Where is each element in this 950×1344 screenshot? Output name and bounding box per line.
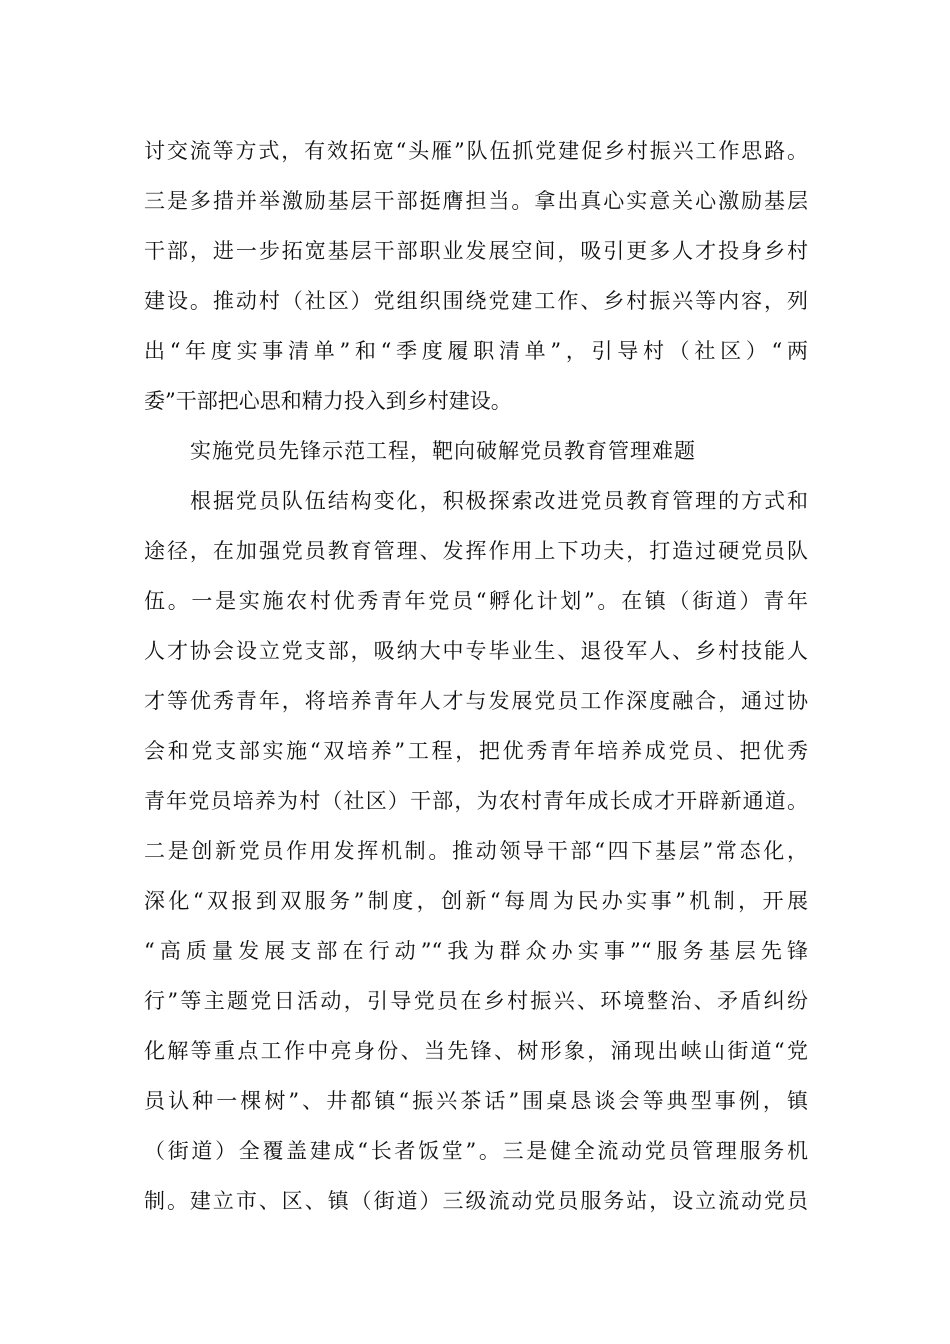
paragraph-line: “高质量发展支部在行动”“我为群众办实事”“服务基层先锋 bbox=[144, 939, 808, 963]
paragraph-line: （街道）全覆盖建成“长者饭堂”。三是健全流动党员管理服务机 bbox=[144, 1139, 808, 1163]
paragraph-line: 伍。一是实施农村优秀青年党员“孵化计划”。在镇（街道）青年 bbox=[144, 589, 808, 613]
paragraph-line: 会和党支部实施“双培养”工程，把优秀青年培养成党员、把优秀 bbox=[144, 739, 808, 763]
paragraph-line: 途径，在加强党员教育管理、发挥作用上下功夫，打造过硬党员队 bbox=[144, 539, 808, 563]
paragraph-line: 行”等主题党日活动，引导党员在乡村振兴、环境整治、矛盾纠纷 bbox=[144, 989, 808, 1013]
section-heading: 实施党员先锋示范工程，靶向破解党员教育管理难题 bbox=[190, 439, 696, 463]
paragraph-line: 青年党员培养为村（社区）干部，为农村青年成长成才开辟新通道。 bbox=[144, 789, 808, 813]
paragraph-line: 才等优秀青年，将培养青年人才与发展党员工作深度融合，通过协 bbox=[144, 689, 808, 713]
paragraph-line: 干部，进一步拓宽基层干部职业发展空间，吸引更多人才投身乡村 bbox=[144, 239, 808, 263]
paragraph-line: 二是创新党员作用发挥机制。推动领导干部“四下基层”常态化， bbox=[144, 839, 808, 863]
paragraph-line: 三是多措并举激励基层干部挺膺担当。拿出真心实意关心激励基层 bbox=[144, 189, 808, 213]
paragraph-line: 员认种一棵树”、井都镇“振兴茶话”围桌恳谈会等典型事例，镇 bbox=[144, 1089, 808, 1113]
paragraph-line: 委”干部把心思和精力投入到乡村建设。 bbox=[144, 389, 512, 413]
paragraph-line: 出“年度实事清单”和“季度履职清单”，引导村（社区）“两 bbox=[144, 339, 808, 363]
paragraph-line: 制。建立市、区、镇（街道）三级流动党员服务站，设立流动党员 bbox=[144, 1189, 808, 1213]
paragraph-line: 人才协会设立党支部，吸纳大中专毕业生、退役军人、乡村技能人 bbox=[144, 639, 808, 663]
paragraph-line: 根据党员队伍结构变化，积极探索改进党员教育管理的方式和 bbox=[190, 489, 808, 513]
paragraph-line: 建设。推动村（社区）党组织围绕党建工作、乡村振兴等内容，列 bbox=[144, 289, 808, 313]
paragraph-line: 深化“双报到双服务”制度，创新“每周为民办实事”机制，开展 bbox=[144, 889, 808, 913]
paragraph-line: 化解等重点工作中亮身份、当先锋、树形象，涌现出峡山街道“党 bbox=[144, 1039, 808, 1063]
paragraph-line: 讨交流等方式，有效拓宽“头雁”队伍抓党建促乡村振兴工作思路。 bbox=[144, 139, 808, 163]
